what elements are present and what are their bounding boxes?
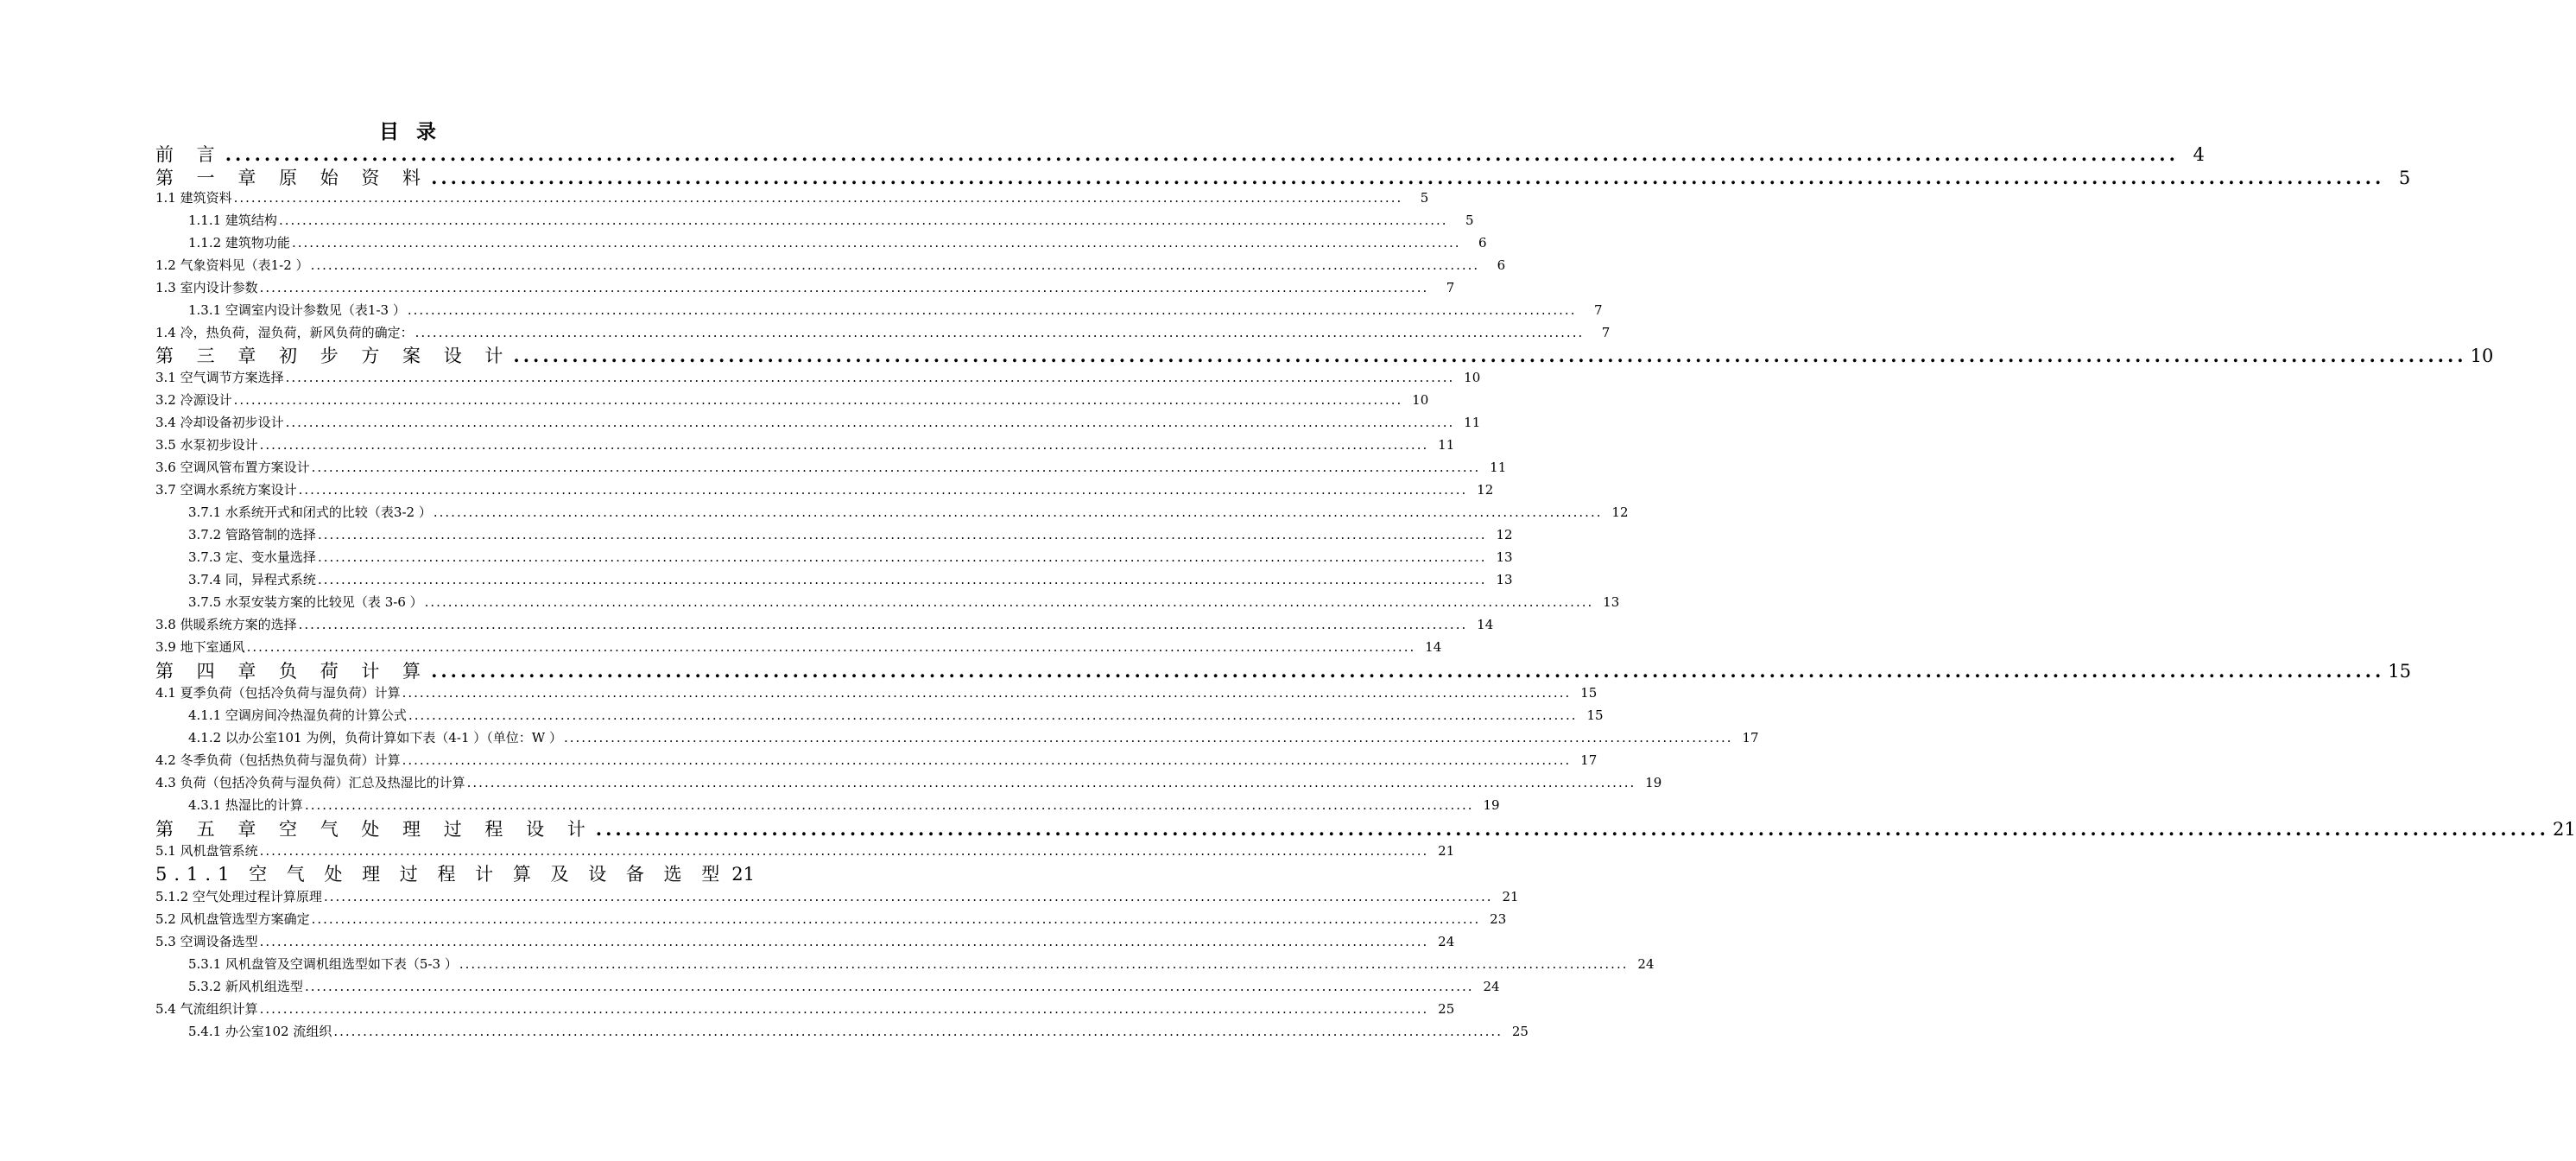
dot-leader: ........................................................................................................................................................................................................: [233, 190, 1403, 206]
dot-leader: ........................................................................................................................................................................................................: [291, 235, 1461, 251]
toc-entry-page: 13: [1496, 572, 1513, 587]
dot-leader: ........................................................................................................................................................................................................: [225, 143, 2179, 165]
toc-entry-label: 4.3.1 热湿比的计算: [188, 797, 303, 813]
toc-entry-page: 21: [731, 864, 755, 885]
toc-entry-label: 3.7.5 水泵安装方案的比较见（表 3-6 ）: [188, 594, 423, 610]
dot-leader: ........................................................................................................................................................................................................: [431, 660, 2385, 682]
toc-entry-page: 10: [2470, 346, 2494, 366]
toc-entry-page: 15: [1586, 707, 1604, 723]
dot-leader: ........................................................................................................................................................................................................: [433, 504, 1603, 520]
dot-leader: ........................................................................................................................................................................................................: [311, 460, 1481, 475]
toc-entry-label: 4.1 夏季负荷（包括冷负荷与湿负荷）计算: [155, 685, 401, 701]
toc-entry[interactable]: [188, 726, 1759, 749]
toc-entry-page: 6: [1497, 257, 1506, 273]
dot-leader: ........................................................................................................................................................................................................: [402, 685, 1572, 701]
toc-entry[interactable]: [155, 885, 1519, 908]
toc-entry[interactable]: [188, 523, 1513, 546]
toc-entry-page: 6: [1478, 235, 1487, 251]
toc-entry-label: 第 五 章 空 气 处 理 过 程 设 计: [155, 819, 594, 840]
toc-entry-page: 10: [1464, 370, 1481, 385]
toc-entry-label: 5.4.1 办公室102 流组织: [188, 1024, 332, 1039]
toc-entry-page: 19: [1483, 797, 1500, 813]
toc-entry-label: 3.7 空调水系统方案设计: [155, 482, 297, 498]
toc-entry-page: 4: [2193, 144, 2205, 165]
toc-entry-page: 5: [2398, 168, 2411, 188]
toc-entry-label: 3.8 供暖系统方案的选择: [155, 617, 297, 632]
dot-leader: ........................................................................................................................................................................................................: [278, 213, 1448, 228]
toc-entry-page: 12: [1496, 527, 1513, 542]
dot-leader: ........................................................................................................................................................................................................: [298, 482, 1468, 498]
dot-leader: ........................................................................................................................................................................................................: [415, 325, 1585, 340]
dot-leader: ........................................................................................................................................................................................................: [259, 280, 1429, 295]
toc-entry-label: 3.7.2 管路管制的选择: [188, 527, 316, 542]
toc-entry-page: 7: [1593, 302, 1603, 318]
toc-entry-page: 11: [1490, 460, 1507, 475]
toc-entry-label: 3.4 冷却设备初步设计: [155, 415, 284, 430]
toc-entry-label: 4.2 冬季负荷（包括热负荷与湿负荷）计算: [155, 752, 401, 768]
toc-entry[interactable]: [155, 187, 1429, 209]
toc-entry[interactable]: [155, 636, 1442, 658]
toc-entry[interactable]: [155, 930, 1455, 953]
toc-entry[interactable]: [188, 232, 1487, 254]
dot-leader: ........................................................................................................................................................................................................: [466, 775, 1636, 790]
toc-entry[interactable]: [188, 591, 1620, 613]
toc-entry-page: 25: [1511, 1024, 1529, 1039]
toc-entry-page: 24: [1438, 934, 1455, 949]
dot-leader: ........................................................................................................................................................................................................: [246, 639, 1416, 655]
toc-entry-page: 17: [1742, 730, 1759, 745]
toc-entry-page: 12: [1611, 504, 1629, 520]
toc-entry-label: 3.7.4 同，异程式系统: [188, 572, 316, 587]
toc-entry-page: 24: [1637, 956, 1655, 972]
toc-entry-label: 5.2 风机盘管选型方案确定: [155, 911, 310, 927]
toc-entry[interactable]: [155, 998, 1455, 1020]
dot-leader: ........................................................................................................................................................................................................: [333, 1024, 1503, 1039]
toc-entry-label: 3.2 冷源设计: [155, 392, 232, 408]
toc-entry[interactable]: [188, 953, 1655, 975]
toc-entry-page: 15: [1580, 685, 1598, 701]
toc-entry-label: 1.2 气象资料见（表1-2 ）: [155, 257, 309, 273]
toc-entry-page: 25: [1438, 1001, 1455, 1017]
toc-entry-label: 5.1.1 空 气 处 理 过 程 计 算 及 设 备 选 型: [155, 864, 727, 885]
toc-entry-label: 第 三 章 初 步 方 案 设 计: [155, 346, 512, 366]
dot-leader: ........................................................................................................................................................................................................: [431, 167, 2385, 188]
toc-entry[interactable]: [188, 1020, 1529, 1043]
dot-leader: ........................................................................................................................................................................................................: [317, 527, 1487, 542]
toc-entry-page: 14: [1425, 639, 1442, 655]
toc-entry[interactable]: [188, 501, 1629, 523]
dot-leader: ........................................................................................................................................................................................................: [304, 797, 1474, 813]
toc-entry-page: 15: [2388, 661, 2412, 682]
toc-entry-label: 3.5 水泵初步设计: [155, 437, 258, 453]
dot-leader: ........................................................................................................................................................................................................: [402, 752, 1572, 768]
toc-entry[interactable]: [188, 704, 1604, 726]
dot-leader: ........................................................................................................................................................................................................: [310, 257, 1480, 273]
toc-entry[interactable]: [155, 749, 1598, 771]
toc-entry-label: 第 一 章 原 始 资 料: [155, 168, 430, 188]
toc-entry-page: 7: [1446, 280, 1455, 295]
toc-entry-page: 19: [1645, 775, 1662, 790]
toc-entry-label: 5.4 气流组织计算: [155, 1001, 258, 1017]
dot-leader: ........................................................................................................................................................................................................: [459, 956, 1629, 972]
toc-entry[interactable]: [155, 613, 1494, 636]
toc-entry[interactable]: [155, 771, 1662, 794]
toc-entry-label: 1.3.1 空调室内设计参数见（表1-3 ）: [188, 302, 406, 318]
toc-entry-label: 3.9 地下室通风: [155, 639, 245, 655]
toc-entry-label: 4.1.2 以办公室101 为例，负荷计算如下表（4-1 ）（单位：W ）: [188, 730, 562, 745]
toc-entry[interactable]: [188, 299, 1603, 321]
toc-entry-page: 13: [1603, 594, 1620, 610]
toc-entry-label: 前 言: [155, 144, 224, 165]
dot-leader: ........................................................................................................................................................................................................: [317, 572, 1487, 587]
dot-leader: ........................................................................................................................................................................................................: [233, 392, 1403, 408]
toc-entry[interactable]: [188, 546, 1513, 568]
toc-entry[interactable]: [155, 863, 755, 885]
toc-entry[interactable]: [155, 816, 2576, 842]
toc-entry[interactable]: [155, 343, 2494, 369]
toc-entry-page: 21: [1502, 889, 1519, 904]
toc-entry-page: 24: [1483, 979, 1500, 994]
dot-leader: ........................................................................................................................................................................................................: [408, 707, 1578, 723]
toc-entry[interactable]: [155, 389, 1429, 411]
toc-entry-page: 5: [1465, 213, 1474, 228]
dot-leader: ........................................................................................................................................................................................................: [407, 302, 1577, 318]
toc-entry-page: 17: [1580, 752, 1598, 768]
dot-leader: ........................................................................................................................................................................................................: [259, 843, 1429, 859]
toc-entry[interactable]: [155, 276, 1455, 299]
toc-entry[interactable]: [155, 908, 1507, 930]
dot-leader: ........................................................................................................................................................................................................: [298, 617, 1468, 632]
dot-leader: ........................................................................................................................................................................................................: [259, 1001, 1429, 1017]
toc-entry[interactable]: [155, 366, 1481, 389]
toc-entry[interactable]: [155, 321, 1611, 344]
dot-leader: ........................................................................................................................................................................................................: [513, 345, 2467, 366]
dot-leader: ........................................................................................................................................................................................................: [259, 437, 1429, 453]
toc-title: 目 录: [378, 120, 441, 143]
toc-entry[interactable]: [155, 434, 1455, 456]
dot-leader: ........................................................................................................................................................................................................: [317, 549, 1487, 565]
toc-entry-label: 5.3.1 风机盘管及空调机组选型如下表（5-3 ）: [188, 956, 458, 972]
toc-entry[interactable]: [155, 682, 1598, 704]
toc-entry-page: 10: [1412, 392, 1429, 408]
toc-entry-page: 11: [1438, 437, 1455, 453]
dot-leader: ........................................................................................................................................................................................................: [304, 979, 1474, 994]
dot-leader: ........................................................................................................................................................................................................: [285, 370, 1455, 385]
toc-entry-label: 1.3 室内设计参数: [155, 280, 258, 295]
toc-entry-label: 3.6 空调风管布置方案设计: [155, 460, 310, 475]
toc-entry[interactable]: [188, 209, 1474, 232]
toc-entry[interactable]: [155, 840, 1455, 862]
toc-entry[interactable]: [155, 254, 1506, 276]
toc-entry-page: 5: [1420, 190, 1429, 206]
toc-entry[interactable]: [188, 568, 1513, 591]
toc-entry-label: 1.1.2 建筑物功能: [188, 235, 290, 251]
dot-leader: ........................................................................................................................................................................................................: [259, 934, 1429, 949]
toc-entry[interactable]: [155, 411, 1481, 434]
toc-entry[interactable]: [155, 479, 1494, 501]
dot-leader: ........................................................................................................................................................................................................: [563, 730, 1733, 745]
toc-entry-page: 11: [1464, 415, 1481, 430]
toc-entry-label: 第 四 章 负 荷 计 算: [155, 661, 430, 682]
toc-entry-label: 4.3 负荷（包括冷负荷与湿负荷）汇总及热湿比的计算: [155, 775, 465, 790]
toc-entry[interactable]: [155, 658, 2412, 684]
dot-leader: ........................................................................................................................................................................................................: [424, 594, 1594, 610]
dot-leader: ........................................................................................................................................................................................................: [323, 889, 1493, 904]
toc-entry-page: 23: [1490, 911, 1507, 927]
dot-leader: ........................................................................................................................................................................................................: [595, 818, 2549, 840]
toc-entry-label: 4.1.1 空调房间冷热湿负荷的计算公式: [188, 707, 407, 723]
toc-entry-label: 3.7.3 定、变水量选择: [188, 549, 316, 565]
toc-entry[interactable]: [188, 794, 1500, 816]
toc-entry-page: 21: [1438, 843, 1455, 859]
toc-entry-page: 14: [1477, 617, 1494, 632]
toc-entry[interactable]: [155, 142, 2205, 168]
toc-entry-label: 1.1.1 建筑结构: [188, 213, 277, 228]
toc-entry-label: 1.1 建筑资料: [155, 190, 232, 206]
toc-entry[interactable]: [155, 456, 1507, 479]
toc-entry-page: 7: [1601, 325, 1611, 340]
toc-entry-page: 13: [1496, 549, 1513, 565]
toc-entry[interactable]: [188, 975, 1500, 998]
dot-leader: ........................................................................................................................................................................................................: [285, 415, 1455, 430]
toc-entry-label: 5.1.2 空气处理过程计算原理: [155, 889, 322, 904]
toc-entry-page: 12: [1477, 482, 1494, 498]
toc-entry-label: 5.1 风机盘管系统: [155, 843, 258, 859]
toc-entry-page: 21: [2552, 819, 2576, 840]
toc-entry-label: 3.7.1 水系统开式和闭式的比较（表3-2 ）: [188, 504, 432, 520]
toc-entry-label: 1.4 冷，热负荷，湿负荷，新风负荷的确定：: [155, 325, 414, 340]
toc-entry-label: 3.1 空气调节方案选择: [155, 370, 284, 385]
dot-leader: ........................................................................................................................................................................................................: [311, 911, 1481, 927]
toc-entry-label: 5.3 空调设备选型: [155, 934, 258, 949]
toc-entry-label: 5.3.2 新风机组选型: [188, 979, 303, 994]
